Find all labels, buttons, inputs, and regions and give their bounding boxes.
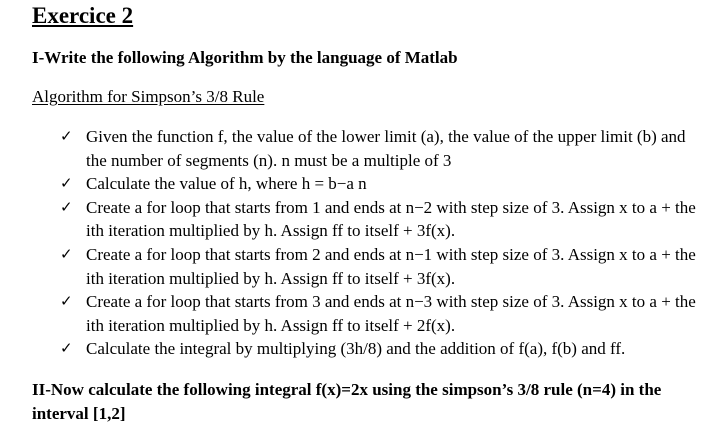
list-item <box>0 337 720 361</box>
step-text: Create a for loop that starts from 1 and ends at n−2 with step size of 3. Assign x to a + the ith iteration multiplied by h. Assign ff to itself + 3f(x). <box>86 197 696 241</box>
step-text: Create a for loop that starts from 3 and ends at n−3 with step size of 3. Assign x to a + the ith iteration multiplied by h. Assign ff to itself + 2f(x). <box>86 292 696 335</box>
algorithm-subtitle: Algorithm for Simpson’s 3/8 Rule <box>32 87 265 106</box>
list-item <box>0 172 720 196</box>
step-text: Given the function f, the value of the lower limit (a), the value of the upper limit (b) and the number of segments (n). n must be a multiple of 3 <box>86 127 686 170</box>
check-mark-icon: ✓ <box>60 339 73 358</box>
section-2-question: II-Now calculate the following integral f(x)=2x using the simpson’s 3/8 rule (n=4) in the interval [1,2] <box>32 380 662 423</box>
check-mark-icon: ✓ <box>60 127 73 145</box>
exercise-title: Exercice 2 <box>32 3 134 28</box>
step-text: Calculate the value of h, where h = b−a n <box>86 174 367 194</box>
check-mark-icon: ✓ <box>60 197 73 216</box>
check-mark-icon: ✓ <box>60 174 73 193</box>
check-mark-icon: ✓ <box>60 244 73 263</box>
list-item <box>0 125 720 172</box>
list-item <box>0 290 720 337</box>
section-1-heading: I-Write the following Algorithm by the language of Matlab <box>32 48 458 67</box>
step-text: Calculate the integral by multiplying (3h/8) and the addition of f(a), f(b) and ff. <box>86 339 626 359</box>
algorithm-steps-list <box>0 125 720 361</box>
list-item <box>0 196 720 243</box>
check-mark-icon: ✓ <box>60 292 73 311</box>
list-item <box>0 243 720 290</box>
step-text: Create a for loop that starts from 2 and ends at n−1 with step size of 3. Assign x to a + the ith iteration multiplied by h. Assign ff to itself + 3f(x). <box>86 244 696 288</box>
